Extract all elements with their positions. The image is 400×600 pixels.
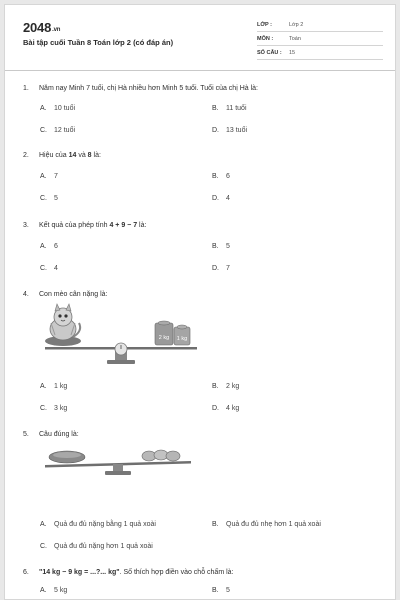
q1-option-d[interactable] bbox=[212, 127, 247, 134]
q4-option-b[interactable] bbox=[212, 383, 239, 390]
option-text: 12 tuổi bbox=[54, 127, 76, 134]
class-field bbox=[257, 19, 383, 32]
q5-option-b[interactable] bbox=[212, 521, 321, 528]
question-number: 2. bbox=[23, 152, 29, 159]
q2-option-a[interactable] bbox=[40, 173, 58, 180]
question-5 bbox=[23, 431, 79, 438]
option-text: 13 tuổi bbox=[226, 127, 248, 134]
logo-text: 2048 bbox=[23, 20, 52, 35]
logo-suffix: .vn bbox=[52, 27, 61, 33]
option-letter: A. bbox=[40, 521, 47, 528]
option-letter: D. bbox=[212, 265, 219, 272]
q2-option-c[interactable] bbox=[40, 195, 58, 202]
option-text: 2 kg bbox=[226, 383, 240, 390]
subject-field bbox=[257, 33, 383, 46]
option-text: 4 bbox=[226, 195, 230, 202]
option-text: Quả đu đủ nhẹ hơn 1 quả xoài bbox=[226, 521, 321, 528]
option-text: 1 kg bbox=[54, 383, 68, 390]
subject-label: MÔN : bbox=[257, 36, 274, 42]
option-letter: B. bbox=[212, 521, 219, 528]
question-2 bbox=[23, 152, 101, 159]
question-1 bbox=[23, 85, 258, 92]
question-number: 1. bbox=[23, 85, 29, 92]
q2-option-d[interactable] bbox=[212, 195, 230, 202]
option-letter: C. bbox=[40, 265, 47, 272]
option-text: 4 bbox=[54, 265, 58, 272]
worksheet-header bbox=[5, 5, 395, 71]
q3-option-b[interactable] bbox=[212, 243, 230, 250]
option-text: Quả đu đủ nặng bằng 1 quả xoài bbox=[54, 521, 156, 528]
weight-2kg-label: 2 kg bbox=[158, 335, 170, 341]
question-text: là: bbox=[137, 222, 147, 229]
site-logo[interactable] bbox=[23, 20, 60, 35]
question-bold-number: 14 bbox=[68, 152, 77, 159]
option-text: 5 bbox=[226, 243, 230, 250]
option-letter: D. bbox=[212, 195, 219, 202]
question-bold-number: 8 bbox=[87, 152, 92, 159]
cat-balance-illustration bbox=[41, 301, 201, 369]
option-text: 7 bbox=[226, 265, 230, 272]
class-value: Lớp 2 bbox=[289, 22, 304, 28]
q1-option-a[interactable] bbox=[40, 105, 75, 112]
option-letter: B. bbox=[212, 587, 219, 594]
question-3 bbox=[23, 222, 146, 229]
papaya-icon bbox=[49, 451, 85, 463]
option-text: 5 bbox=[54, 195, 58, 202]
balance-scale-icon bbox=[45, 343, 197, 364]
option-letter: B. bbox=[212, 105, 219, 112]
option-text: 6 bbox=[226, 173, 230, 180]
question-text: Câu đúng là: bbox=[39, 431, 79, 438]
q4-option-d[interactable] bbox=[212, 405, 239, 412]
option-text: 5 bbox=[226, 587, 230, 594]
question-text: là: bbox=[91, 152, 101, 159]
question-text: và bbox=[76, 152, 88, 159]
q4-option-a[interactable] bbox=[40, 383, 67, 390]
option-letter: C. bbox=[40, 195, 47, 202]
option-letter: A. bbox=[40, 243, 47, 250]
q3-option-a[interactable] bbox=[40, 243, 58, 250]
question-number: 4. bbox=[23, 291, 29, 298]
option-text: 6 bbox=[54, 243, 58, 250]
cat-icon bbox=[45, 304, 81, 346]
weights-icon bbox=[155, 321, 190, 345]
option-letter: A. bbox=[40, 173, 47, 180]
question-text: Kết quả của phép tính bbox=[39, 222, 110, 229]
q5-option-a[interactable] bbox=[40, 521, 156, 528]
option-letter: C. bbox=[40, 405, 47, 412]
q3-option-d[interactable] bbox=[212, 265, 230, 272]
question-text: Con mèo cân nặng là: bbox=[39, 291, 108, 298]
option-text: 3 kg bbox=[54, 405, 68, 412]
option-letter: B. bbox=[212, 173, 219, 180]
class-label: LỚP : bbox=[257, 22, 272, 28]
weight-1kg-label: 1 kg bbox=[176, 336, 188, 342]
q1-option-c[interactable] bbox=[40, 127, 75, 134]
option-letter: C. bbox=[40, 543, 47, 550]
question-number: 3. bbox=[23, 222, 29, 229]
option-text: 10 tuổi bbox=[54, 105, 76, 112]
option-text: 5 kg bbox=[54, 587, 68, 594]
question-count-value: 15 bbox=[289, 50, 296, 56]
question-text: . Số thích hợp điền vào chỗ chấm là: bbox=[119, 569, 234, 576]
option-letter: C. bbox=[40, 127, 47, 134]
q6-option-a[interactable] bbox=[40, 587, 67, 594]
question-text: Năm nay Minh 7 tuổi, chị Hà nhiều hơn Minh 5 tuổi. Tuổi của chị Hà là: bbox=[39, 85, 258, 92]
option-letter: A. bbox=[40, 105, 47, 112]
option-letter: B. bbox=[212, 383, 219, 390]
fruit-balance-illustration bbox=[41, 445, 201, 477]
option-letter: B. bbox=[212, 243, 219, 250]
question-expression: "14 kg − 9 kg = ...?... kg" bbox=[39, 569, 120, 576]
option-text: 7 bbox=[54, 173, 58, 180]
question-number: 5. bbox=[23, 431, 29, 438]
option-letter: A. bbox=[40, 383, 47, 390]
worksheet-page bbox=[4, 4, 396, 600]
worksheet-title: Bài tập cuối Tuần 8 Toán lớp 2 (có đáp án) bbox=[23, 38, 174, 47]
mango-icon bbox=[142, 450, 180, 461]
question-expression: 4 + 9 − 7 bbox=[109, 222, 138, 229]
q2-option-b[interactable] bbox=[212, 173, 230, 180]
q4-option-c[interactable] bbox=[40, 405, 67, 412]
question-count-label: SỐ CÂU : bbox=[257, 50, 282, 56]
question-number: 6. bbox=[23, 569, 29, 576]
option-letter: D. bbox=[212, 127, 219, 134]
q5-option-c[interactable] bbox=[40, 543, 153, 550]
question-count-field bbox=[257, 47, 383, 60]
option-letter: A. bbox=[40, 587, 47, 594]
option-text: Quả đu đủ nặng hơn 1 quả xoài bbox=[54, 543, 153, 550]
q1-option-b[interactable] bbox=[212, 105, 247, 112]
question-6 bbox=[23, 569, 234, 576]
question-4 bbox=[23, 291, 108, 298]
subject-value: Toán bbox=[289, 36, 301, 42]
option-text: 11 tuổi bbox=[226, 105, 247, 112]
q3-option-c[interactable] bbox=[40, 265, 58, 272]
option-letter: D. bbox=[212, 405, 219, 412]
option-text: 4 kg bbox=[226, 405, 240, 412]
question-text: Hiệu của bbox=[39, 152, 69, 159]
q6-option-b[interactable] bbox=[212, 587, 230, 594]
